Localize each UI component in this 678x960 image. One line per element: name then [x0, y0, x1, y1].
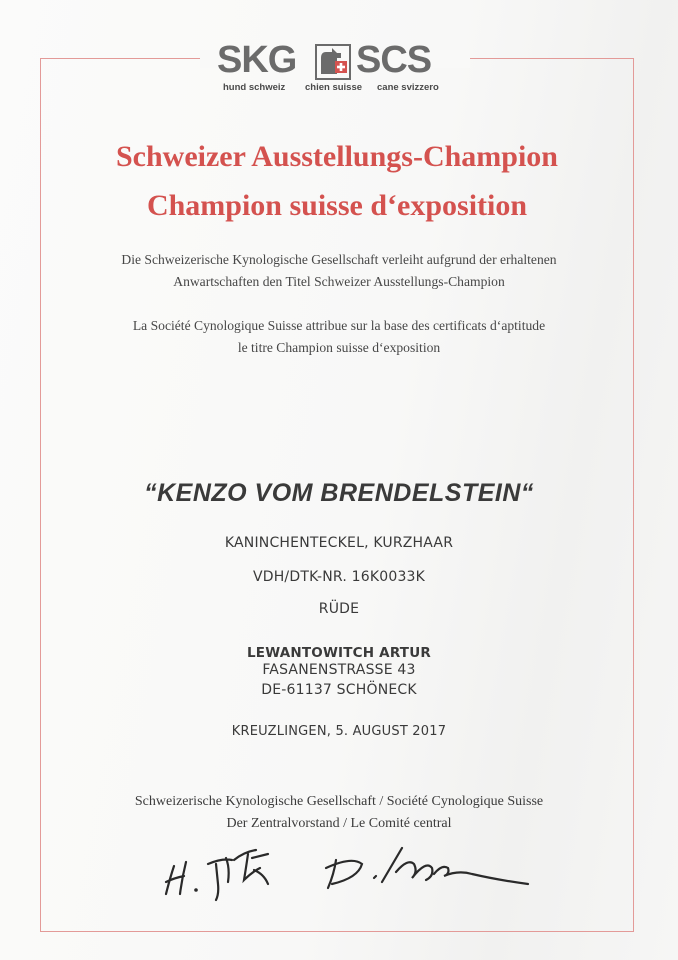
dog-registration-number: VDH/DTK-NR. 16K0033K: [252, 569, 426, 585]
dog-breed: KANINCHENTECKEL, KURZHAAR: [224, 535, 454, 551]
intro-french-line-2: le titre Champion suisse d‘exposition: [237, 340, 441, 355]
logo-tag-fr: chien suisse: [305, 82, 363, 93]
intro-german-line-2: Anwartschaften den Titel Schweizer Ausstellungs-Champion: [173, 274, 505, 289]
logo-skg: SKG: [217, 39, 297, 81]
signature-left: [160, 838, 278, 904]
footer-committee: Der Zentralvorstand / Le Comité central: [226, 816, 452, 831]
intro-french: [0, 315, 678, 359]
logo-tag-it: cane svizzero: [377, 82, 439, 93]
intro-german: [0, 249, 678, 293]
intro-french-line-1: La Société Cynologique Suisse attribue sur la base des certificats d‘aptitude: [132, 318, 546, 333]
logo-scs: SCS: [356, 39, 432, 81]
owner-street: FASANENSTRASSE 43: [262, 662, 416, 678]
logo-tag-de: hund schweiz: [223, 82, 286, 93]
title-french: Champion suisse d‘exposition: [146, 189, 528, 222]
footer-organisation: Schweizerische Kynologische Gesellschaft / Société Cynologique Suisse: [134, 794, 544, 809]
title-german: Schweizer Ausstellungs-Champion: [115, 140, 558, 173]
skg-scs-logo: [217, 40, 453, 98]
place-and-date: KREUZLINGEN, 5. AUGUST 2017: [231, 724, 447, 739]
owner-city: DE-61137 SCHÖNECK: [261, 682, 417, 698]
dog-sex: RÜDE: [318, 601, 360, 617]
swiss-cross-dog-emblem-icon: [315, 44, 351, 80]
signature-right: [322, 838, 532, 898]
intro-german-line-1: Die Schweizerische Kynologische Gesellschaft verleiht aufgrund der erhaltenen: [121, 252, 557, 267]
dog-name: “KENZO VOM BRENDELSTEIN“: [144, 479, 534, 507]
owner-name: LEWANTOWITCH ARTUR: [247, 645, 431, 661]
